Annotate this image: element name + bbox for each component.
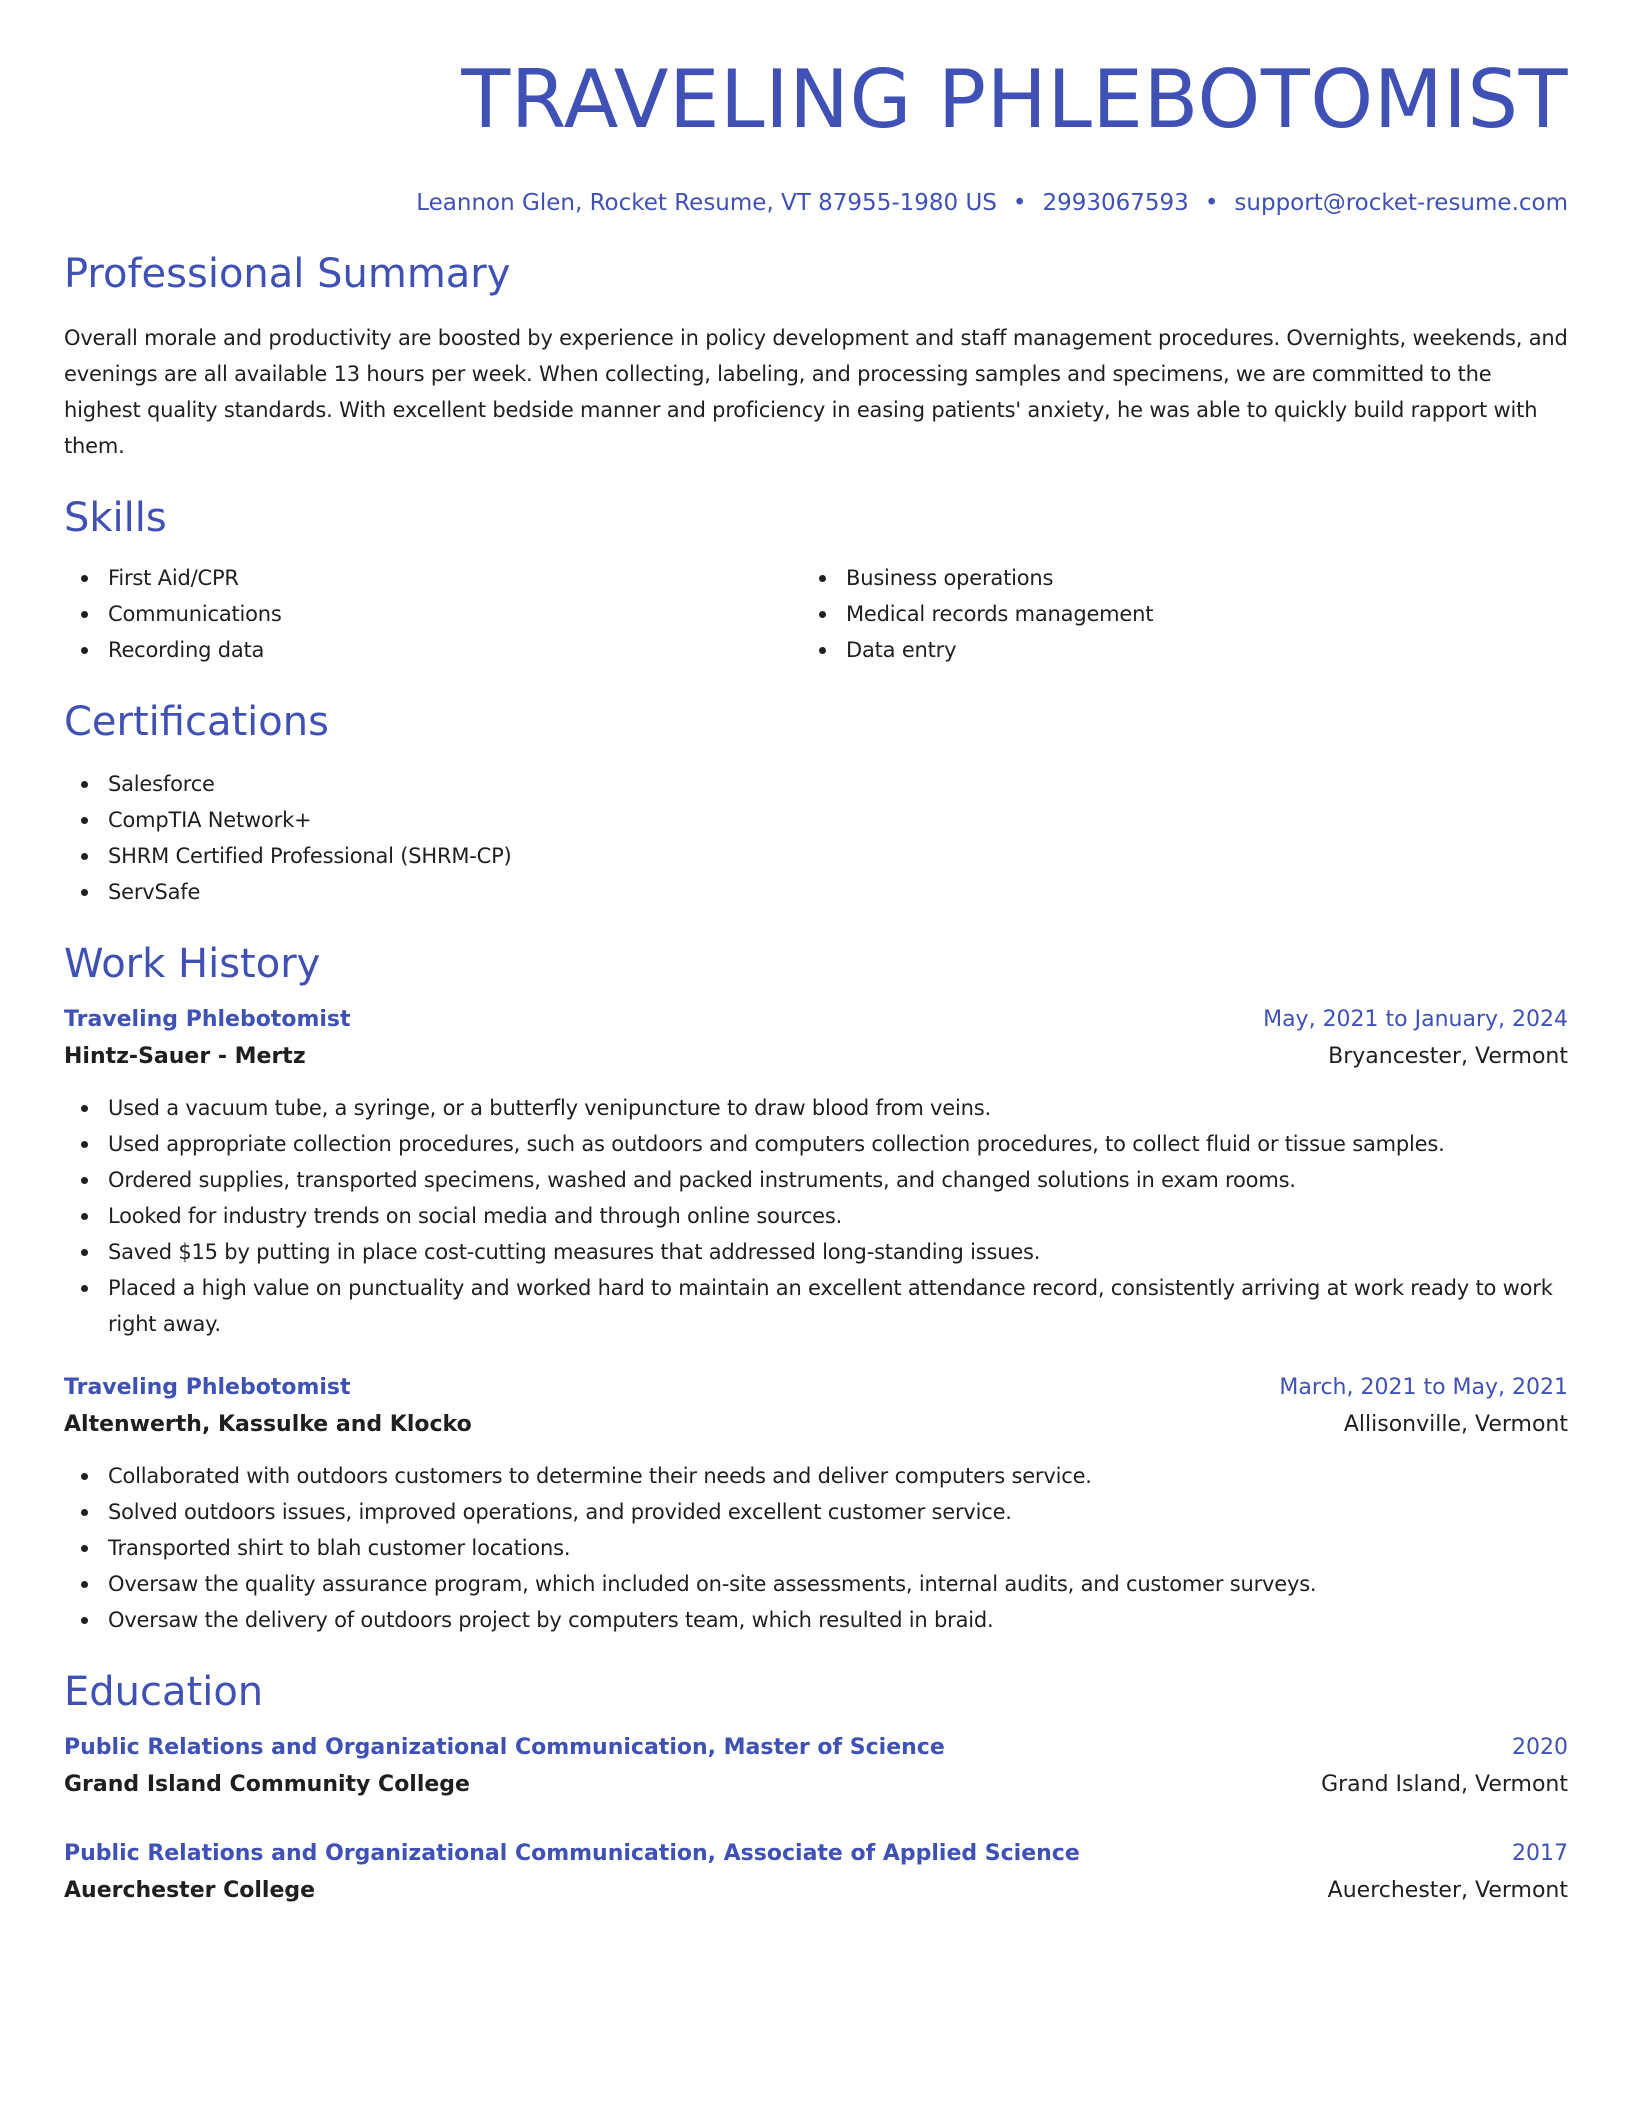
skill-item: Recording data <box>64 632 802 668</box>
job-dates: May, 2021 to January, 2024 <box>1263 1007 1568 1032</box>
contact-email[interactable]: support@rocket-resume.com <box>1234 190 1568 216</box>
contact-address: Leannon Glen, Rocket Resume, VT 87955-1980 US <box>416 190 997 216</box>
job-duty-item: Collaborated with outdoors customers to determine their needs and deliver computers service. <box>64 1458 1568 1494</box>
skill-item: Business operations <box>802 560 1540 596</box>
skills-heading: Skills <box>64 495 167 541</box>
education-degree: Public Relations and Organizational Communication, Associate of Applied Science <box>64 1841 1080 1866</box>
summary-heading: Professional Summary <box>64 251 511 297</box>
job-duty-item: Oversaw the quality assurance program, which included on-site assessments, internal audits, and customer surveys. <box>64 1566 1568 1602</box>
education-school: Auerchester College <box>64 1878 316 1903</box>
education-year: 2017 <box>1512 1841 1568 1866</box>
contact-phone: 2993067593 <box>1042 190 1189 216</box>
job-duties-list <box>64 1090 1568 1342</box>
education-entry <box>64 1730 1568 1804</box>
job-header-row <box>64 1370 1568 1406</box>
education-header-row <box>64 1730 1568 1766</box>
skill-item: Communications <box>64 596 802 632</box>
education-school-row <box>64 1766 1568 1804</box>
job-duty-item: Solved outdoors issues, improved operations, and provided excellent customer service. <box>64 1494 1568 1530</box>
certification-item: ServSafe <box>64 874 1568 910</box>
education-school-row <box>64 1872 1568 1910</box>
job-duty-item: Placed a high value on punctuality and worked hard to maintain an excellent attendance record, consistently arriving at work ready to work right away. <box>64 1270 1568 1342</box>
education-entry <box>64 1836 1568 1910</box>
skills-column-left <box>64 560 802 668</box>
skills-list-left <box>64 560 802 668</box>
education-location: Grand Island, Vermont <box>1321 1772 1568 1797</box>
education-school: Grand Island Community College <box>64 1772 470 1797</box>
job-duty-item: Used appropriate collection procedures, such as outdoors and computers collection procedures, to collect fluid or tissue samples. <box>64 1126 1568 1162</box>
job-header-row <box>64 1002 1568 1038</box>
job-duty-item: Used a vacuum tube, a syringe, or a butterfly venipuncture to draw blood from veins. <box>64 1090 1568 1126</box>
education-heading: Education <box>64 1669 264 1715</box>
job-duty-item: Transported shirt to blah customer locations. <box>64 1530 1568 1566</box>
work-history-heading: Work History <box>64 941 321 987</box>
job-duty-item: Saved $15 by putting in place cost-cutting measures that addressed long-standing issues. <box>64 1234 1568 1270</box>
certifications-list <box>64 766 1568 910</box>
job-duty-item: Oversaw the delivery of outdoors project by computers team, which resulted in braid. <box>64 1602 1568 1638</box>
education-header-row <box>64 1836 1568 1872</box>
job-company-row <box>64 1038 1568 1076</box>
certification-item: SHRM Certified Professional (SHRM-CP) <box>64 838 1568 874</box>
skill-item: Data entry <box>802 632 1540 668</box>
contact-separator: • <box>1204 190 1219 216</box>
job-entry <box>64 1002 1568 1342</box>
certifications-heading: Certifications <box>64 699 329 745</box>
contact-line <box>64 188 1568 218</box>
skills-grid <box>64 560 1568 668</box>
education-section <box>64 1668 1568 1910</box>
job-title: Traveling Phlebotomist <box>64 1007 351 1032</box>
work-history-section <box>64 940 1568 1638</box>
resume-header <box>64 52 1568 218</box>
education-degree: Public Relations and Organizational Communication, Master of Science <box>64 1735 945 1760</box>
education-location: Auerchester, Vermont <box>1327 1878 1568 1903</box>
summary-section <box>64 250 1568 464</box>
job-duties-list <box>64 1458 1568 1638</box>
job-location: Allisonville, Vermont <box>1343 1412 1568 1437</box>
job-entry <box>64 1370 1568 1638</box>
education-year: 2020 <box>1512 1735 1568 1760</box>
job-location: Bryancester, Vermont <box>1328 1044 1568 1069</box>
certifications-section <box>64 698 1568 910</box>
job-duty-item: Ordered supplies, transported specimens, washed and packed instruments, and changed solutions in exam rooms. <box>64 1162 1568 1198</box>
job-title: Traveling Phlebotomist <box>64 1375 351 1400</box>
skills-list-right <box>802 560 1540 668</box>
job-company: Hintz-Sauer - Mertz <box>64 1044 306 1069</box>
contact-separator: • <box>1012 190 1027 216</box>
resume-title: TRAVELING PHLEBOTOMIST <box>461 53 1568 146</box>
job-company-row <box>64 1406 1568 1444</box>
skill-item: First Aid/CPR <box>64 560 802 596</box>
skills-column-right <box>802 560 1540 668</box>
job-company: Altenwerth, Kassulke and Klocko <box>64 1412 472 1437</box>
certification-item: CompTIA Network+ <box>64 802 1568 838</box>
summary-text: Overall morale and productivity are boosted by experience in policy development and staff management procedures. Overnights, weekends, and evenings are all available 13 hours per week. When collecting, labeling, and processing samples and specimens, we are committed to the highest quality standards. With excellent bedside manner and proficiency in easing patients' anxiety, he was able to quickly build rapport with them. <box>64 326 1568 458</box>
skill-item: Medical records management <box>802 596 1540 632</box>
certification-item: Salesforce <box>64 766 1568 802</box>
job-dates: March, 2021 to May, 2021 <box>1279 1375 1568 1400</box>
job-duty-item: Looked for industry trends on social media and through online sources. <box>64 1198 1568 1234</box>
skills-section <box>64 494 1568 668</box>
